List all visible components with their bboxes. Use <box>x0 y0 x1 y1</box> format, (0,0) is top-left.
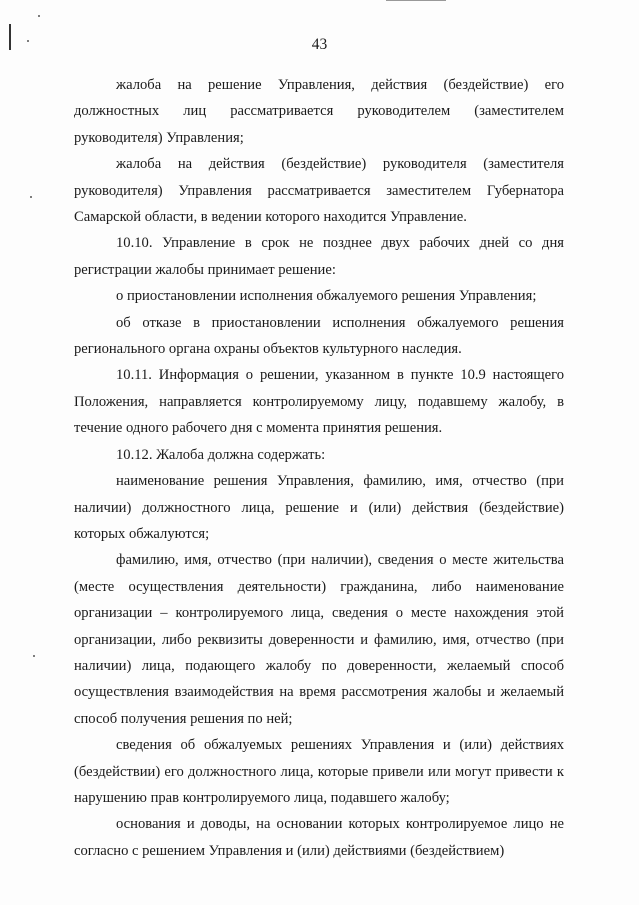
paragraph: жалоба на действия (бездействие) руководителя (заместителя руководителя) Управления рассматривается заместителем Губернатора Самарской области, в ведении которого находится Управление. <box>74 156 564 226</box>
paragraph: 10.11. Информация о решении, указанном в пункте 10.9 настоящего Положения, направляется контролируемому лицу, подавшему жалобу, в течение одного рабочего дня с момента принятия решения. <box>74 367 564 437</box>
paragraph: 10.10. Управление в срок не позднее двух рабочих дней со дня регистрации жалобы принимает решение: <box>74 235 564 278</box>
document-body <box>74 72 564 864</box>
scan-artifact-dot <box>30 196 32 198</box>
paragraph: сведения об обжалуемых решениях Управления и (или) действиях (бездействии) его должностного лица, которые привели или могут привести к нарушению прав контролируемого лица, подавшего жалобу; <box>74 737 564 806</box>
paragraph: основания и доводы, на основании которых контролируемое лицо не согласно с решением Управления и (или) действиями (бездействием) <box>74 816 564 859</box>
page-number: 43 <box>311 36 328 53</box>
scan-artifact-dot <box>38 15 40 17</box>
paragraph: фамилию, имя, отчество (при наличии), сведения о месте жительства (месте осуществления деятельности) гражданина, либо наименование организации – контролируемого лица, сведения о месте нахождения этой организации, либо реквизиты доверенности и фамилию, имя, отчество (при наличии) лица, подающего жалобу по доверенности, желаемый способ осуществления взаимодействия на время рассмотрения жалобы и желаемый способ получения решения по ней; <box>74 552 564 727</box>
paragraph: 10.12. Жалоба должна содержать: <box>116 446 326 463</box>
paragraph: о приостановлении исполнения обжалуемого решения Управления; <box>116 288 537 305</box>
scan-artifact-line <box>386 0 446 1</box>
paragraph: жалоба на решение Управления, действия (бездействие) его должностных лиц рассматривается руководителем (заместителем руководителя) Управления; <box>74 77 564 146</box>
paragraph: об отказе в приостановлении исполнения обжалуемого решения регионального органа охраны объектов культурного наследия. <box>74 314 564 358</box>
paragraph: наименование решения Управления, фамилию, имя, отчество (при наличии) должностного лица, решение и (или) действия (бездействие) которых обжалуются; <box>74 473 564 542</box>
scan-artifact-dot <box>33 655 35 657</box>
